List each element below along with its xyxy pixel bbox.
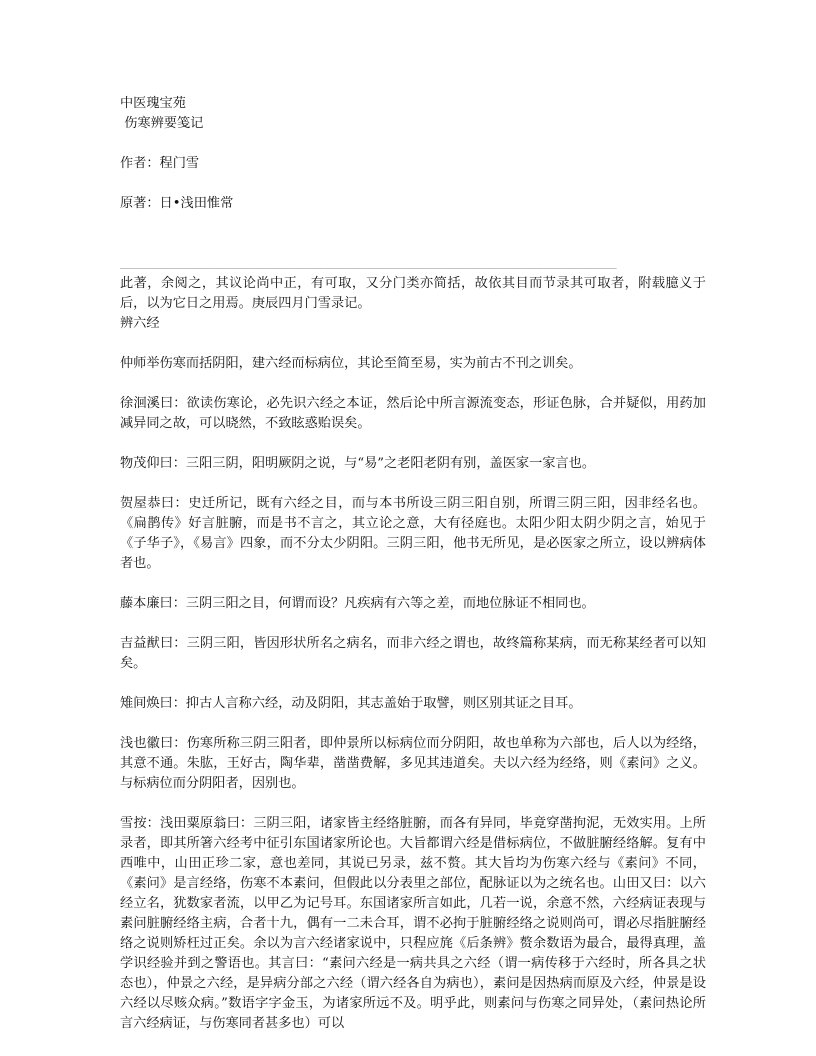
separator-rule: ________________________________________________________________________________________ (120, 258, 617, 269)
paragraph: 藤本廉曰：三阴三阳之目，何谓而设？凡疾病有六等之差，而地位脉证不相同也。 (120, 596, 595, 611)
series-title: 中医瑰宝苑 (120, 96, 186, 111)
author-line: 作者：程门雪 (120, 156, 200, 171)
paragraph: 浅也徽曰：伤寒所称三阴三阳者，即仲景所以标病位而分阴阳，故也单称为六部也，后人以为经络，其意不通。朱肱，王好古，陶华辈，凿凿费解，多见其违道矣。夫以六经为经络，则《素问》之义。与标病位而分阴阳者，因别也。 (120, 736, 706, 791)
paragraph: 仲师举伤寒而括阴阳，建六经而标病位，其论至简至易，实为前古不刊之训矣。 (120, 356, 582, 371)
book-title: 伤寒辨要笺记 (120, 116, 204, 131)
preface-paragraph: 此著，余阅之，其议论尚中正，有可取，又分门类亦简括，故依其目而节录其可取者，附载臆义于后，以为它日之用焉。庚辰四月门雪录记。 (120, 276, 706, 311)
paragraph: 徐洄溪曰：欲读伤寒论，必先识六经之本证，然后论中所言源流变态，形证色脉，合并疑似，用药加减异同之故，可以晓然，不致眩惑贻误矣。 (120, 396, 706, 431)
paragraph: 物茂仰曰：三阳三阴，阳明厥阴之说，与“易”之老阳老阴有别，盖医家一家言也。 (120, 456, 596, 471)
commentary-paragraph: 雪按：浅田粟原翁曰：三阴三阳，诸家皆主经络脏腑，而各有异同，毕竟穿凿拘泥，无效实用。上所录者，即其所箸六经考中征引东国诸家所论也。大旨都谓六经是借标病位，不做脏腑经络解。复有中西唯中，山田正珍二家，意也差同，其说已另录，兹不赘。其大旨均为伤寒六经与《素问》不同，《素问》是言经络，伤寒不本素问，但假此以分表里之部位，配脉证以为之统名也。山田又曰：以六经立名，犹数家者流，以甲乙为记号耳。东国诸家所言如此，几若一说，余意不然，六经病证表现与素问脏腑经络主病，合者十九，偶有一二未合耳，谓不必拘于脏腑经络之说则尚可，谓必尽指脏腑经络之说则矫枉过正矣。余以为言六经诸家说中，只程应旄《后条辨》赘余数语为最合，最得真理，盖学识经验并到之警语也。其言曰：“素问六经是一病共具之六经（谓一病传移于六经时，所各具之状态也），仲景之六经，是异病分部之六经（谓六经各自为病也），素问是因热病而原及六经，仲景是设六经以尽赅众病。”数语字字金玉，为诸家所远不及。明乎此，则素问与伤寒之同异处，（素问热论所言六经病证，与伤寒同者甚多也）可以 (120, 816, 706, 1031)
paragraph: 雉间焕曰：抑古人言称六经，动及阴阳，其志盖始于取譬，则区别其证之目耳。 (120, 696, 582, 711)
document-body (120, 94, 706, 1034)
original-author-line: 原著：日•浅田惟常 (120, 196, 234, 211)
paragraph: 贺屋恭曰：史迁所记，既有六经之目，而与本书所设三阴三阳自别，所谓三阴三阳，因非经名也。《扁鹊传》好言脏腑，而是书不言之，其立论之意，大有径庭也。太阳少阳太阴少阴之言，始见于《子华子》，《易言》四象，而不分太少阴阳。三阴三阳，他书无所见，是必医家之所立，设以辨病体者也。 (120, 496, 706, 571)
paragraph: 吉益猷曰：三阴三阳，皆因形状所名之病名，而非六经之谓也，故终篇称某病，而无称某经者可以知矣。 (120, 636, 706, 671)
section-heading: 辨六经 (120, 316, 160, 331)
